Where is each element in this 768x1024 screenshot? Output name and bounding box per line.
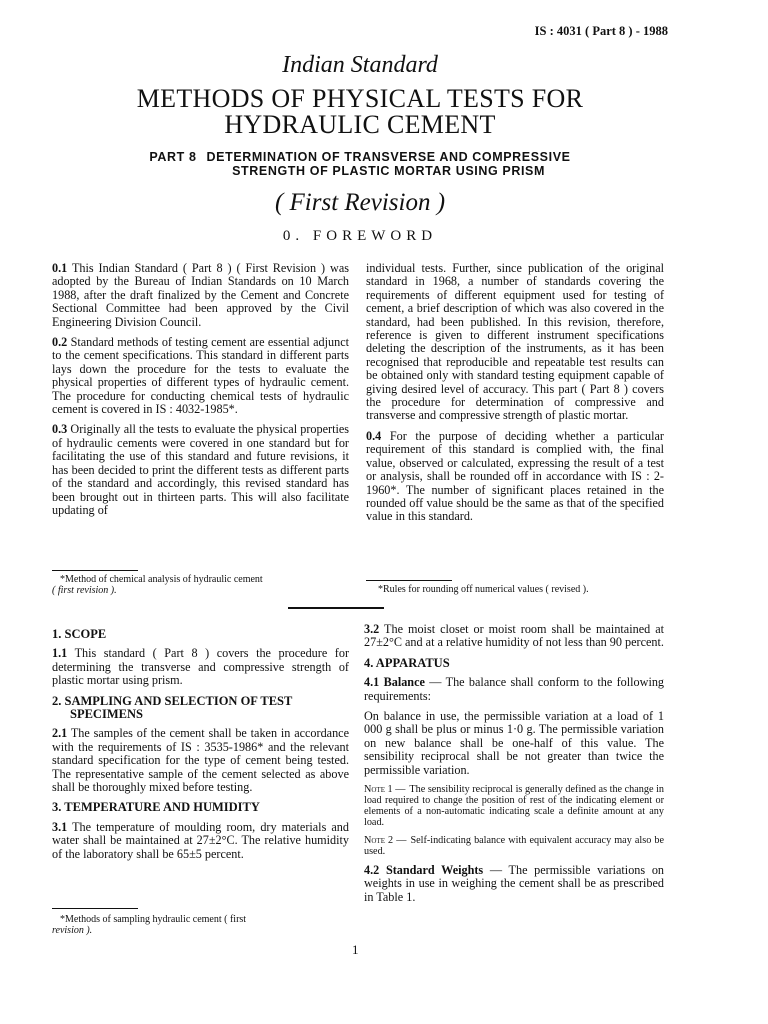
clause-0-3-continued: individual tests. Further, since publication of the original standard in 1968, a number of standards covering the requirements of different equipment used for testing of cement, a brief description of which was also covered in the standard, had been published. In this revision, therefore, reference is given to different instrument specifications deleting the description of the instruments, as it has been recognised that reproducible and repeatable test results can be obtained only with standard testing equipment capable of giving desired level of accuracy. This part ( Part 8 ) covers the procedure for determination of compressive and transverse and compressive strength of plastic mortar. <box>366 261 664 423</box>
clause-text: This standard ( Part 8 ) covers the procedure for determining the transverse and compressive strength of plastic mortar using prism. <box>52 646 349 688</box>
footnote-text: *Method of chemical analysis of hydraulic cement <box>60 574 263 585</box>
clause-4-1 <box>364 676 664 703</box>
foreword-left-column <box>52 262 349 524</box>
footnote-rule <box>366 580 452 581</box>
note-label: Note 1 — <box>364 784 406 796</box>
clause-0-3 <box>52 423 349 517</box>
clause-number: 0.3 <box>52 422 68 437</box>
part-title <box>207 150 571 178</box>
clause-number: 1.1 <box>52 646 68 661</box>
footnote-left <box>52 574 355 596</box>
clause-3-1 <box>52 821 349 861</box>
page-number: 1 <box>352 942 359 957</box>
clause-text: Standard methods of testing cement are essential adjunct to the cement specifications. This standard in different parts lays down the procedure for the tests to evaluate the physical properties of different types of hydraulic cement. The procedure for conducting chemical tests of hydraulic cement is covered in IS : 4032-1985*. <box>52 335 349 417</box>
body-right-column <box>364 623 664 911</box>
part-label: PART 8 <box>149 150 197 164</box>
clause-number: 0.2 <box>52 335 68 350</box>
clause-text: The samples of the cement shall be taken in accordance with the requirements of IS : 3535-1986* and the relevant standard specification for the type of cement being tested. The representative sample of the cement selected as above shall be thoroughly mixed before testing. <box>52 726 349 795</box>
foreword-heading: 0. FOREWORD <box>282 228 438 244</box>
clause-4-2 <box>364 864 664 904</box>
clause-number: 3.2 <box>364 622 380 636</box>
note-1 <box>364 784 664 828</box>
clause-text: The temperature of moulding room, dry materials and water shall be maintained at 27±2°C. The relative humidity of the laboratory shall be 65±5 percent. <box>52 819 349 861</box>
clause-number: 0.1 <box>52 261 68 275</box>
part-title-line-1: DETERMINATION OF TRANSVERSE AND COMPRESSIVE <box>206 150 571 164</box>
note-text: The sensibility reciprocal is generally defined as the change in load required to change the position of rest of the indicating element or elements of a non-automatic indicating scale a definite amount at any load. <box>364 784 664 829</box>
footnote-text: ( first revision ). <box>52 585 117 596</box>
balance-requirements: On balance in use, the permissible variation at a load of 1 000 g shall be plus or minus 1·0 g. The permissible variation on new balance shall be one-half of this value. The sensibility reciprocal shall be not greater than twice the permissible variation. <box>364 709 664 777</box>
clause-number: 0.4 <box>366 428 382 443</box>
clause-number: 3.1 <box>52 819 68 834</box>
note-text: Self-indicating balance with equivalent accuracy may also be used. <box>364 835 665 858</box>
note-2 <box>364 835 664 857</box>
footnote-body-left <box>52 914 350 936</box>
section-heading-temperature: 3. TEMPERATURE AND HUMIDITY <box>52 800 260 815</box>
clause-number: 2.1 <box>52 726 68 741</box>
page-title <box>0 86 720 138</box>
clause-text: — The permissible variations on weights in use in weighing the cement shall be as prescribed in Table 1. <box>364 863 665 904</box>
clause-3-2 <box>364 623 664 650</box>
part-heading <box>0 150 720 178</box>
note-label: Note 2 — <box>364 835 407 847</box>
revision-label: ( First Revision ) <box>274 189 446 216</box>
standard-number: IS : 4031 ( Part 8 ) - 1988 <box>534 24 668 38</box>
clause-0-4 <box>366 430 664 524</box>
section-heading-apparatus: 4. APPARATUS <box>364 655 450 670</box>
clause-2-1 <box>52 727 349 794</box>
clause-number: 4.2 <box>364 863 380 878</box>
footnote-rule <box>52 908 138 909</box>
title-line-1: METHODS OF PHYSICAL TESTS FOR <box>136 84 584 113</box>
pre-title: Indian Standard <box>282 52 438 78</box>
body-left-column <box>52 624 349 868</box>
clause-number: 4.1 <box>364 675 380 690</box>
clause-text: The moist closet or moist room shall be maintained at 27±2°C and at a relative humidity of not less than 90 percent. <box>364 622 664 650</box>
clause-title: Balance <box>383 675 425 690</box>
foreword-right-column <box>366 262 664 531</box>
footnote-rule <box>52 570 138 571</box>
clause-0-1 <box>52 262 349 329</box>
section-heading-sampling: 2. SAMPLING AND SELECTION OF TEST SPECIMENS <box>52 693 293 722</box>
part-title-line-2: STRENGTH OF PLASTIC MORTAR USING PRISM <box>232 164 545 178</box>
clause-text: This Indian Standard ( Part 8 ) ( First Revision ) was adopted by the Bureau of Indian Standards on 10 March 1988, after the draft finalized by the Cement and Concrete Sectional Committee had been approved by the Civil Engineering Division Council. <box>52 261 349 329</box>
clause-title: Standard Weights <box>385 863 484 878</box>
clause-text: — The balance shall conform to the following requirements: <box>364 675 665 703</box>
clause-0-2 <box>52 336 349 416</box>
footnote-text: *Methods of sampling hydraulic cement ( first <box>60 914 247 925</box>
section-heading-scope: 1. SCOPE <box>52 627 107 641</box>
clause-1-1 <box>52 647 349 687</box>
footnote-text: revision ). <box>52 925 93 936</box>
clause-text: Originally all the tests to evaluate the physical properties of hydraulic cements were covered in one standard but for facilitating the use of this standard and future revisions, it has been decided to print the different tests as different parts of the standard and accordingly, this revised standard has been brought out in thirteen parts. This will also facilitate updating of <box>52 422 349 517</box>
footnote-right: *Rules for rounding off numerical values ( revised ). <box>378 584 589 595</box>
clause-text: For the purpose of deciding whether a particular requirement of this standard is complied with, the final value, observed or calculated, expressing the result of a test or analysis, shall be rounded off in accordance with IS : 2-1960*. The number of significant places retained in the rounded off value should be the same as that of the specified value in this standard. <box>366 428 664 524</box>
title-line-2: HYDRAULIC CEMENT <box>224 110 496 139</box>
section-divider <box>288 607 384 609</box>
